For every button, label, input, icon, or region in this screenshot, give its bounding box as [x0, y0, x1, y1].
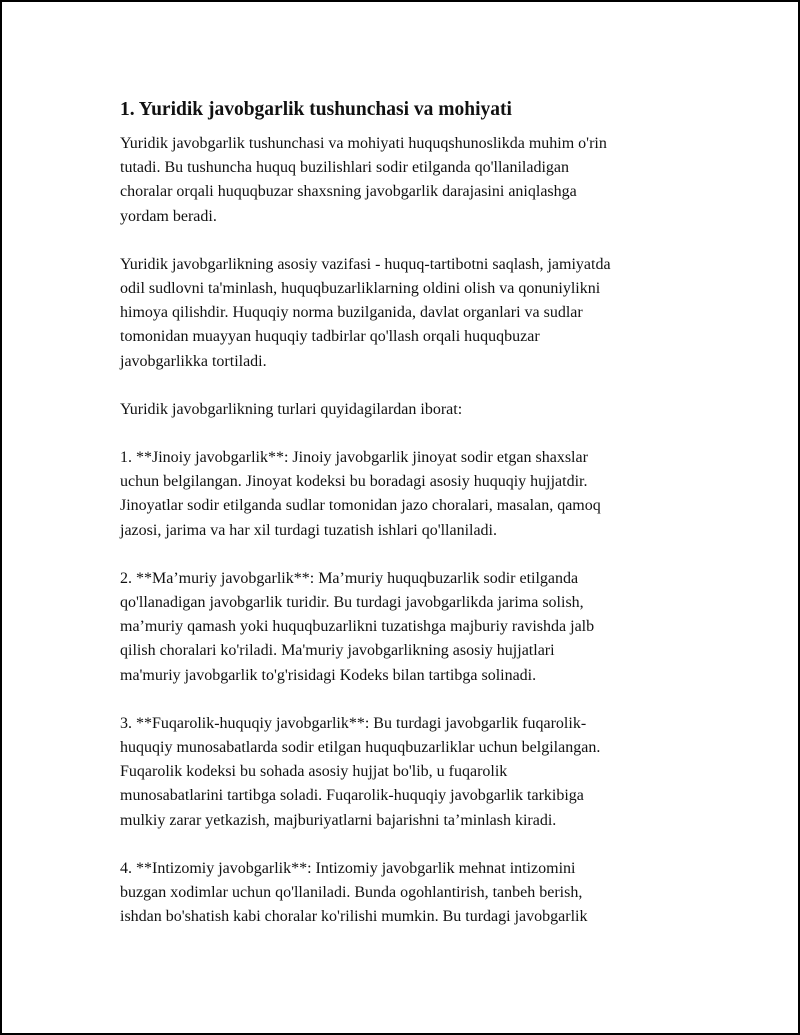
text-line: jazosi, jarima va har xil turdagi tuzatish ishlari qo'llaniladi. — [120, 521, 497, 539]
document-body — [120, 97, 720, 953]
text-line: 4. **Intizomiy javobgarlik**: Intizomiy javobgarlik mehnat intizomini — [120, 859, 576, 877]
text-line: 1. **Jinoiy javobgarlik**: Jinoiy javobgarlik jinoyat sodir etgan shaxslar — [120, 449, 588, 467]
text-line: mulkiy zarar yetkazish, majburiyatlarni bajarishni ta’minlash kiradi. — [120, 811, 557, 829]
text-line: Yuridik javobgarlikning asosiy vazifasi - huquq-tartibotni saqlash, jamiyatda — [120, 255, 611, 273]
text-line: 3. **Fuqarolik-huquqiy javobgarlik**: Bu turdagi javobgarlik fuqarolik- — [120, 714, 587, 732]
text-line: yordam beradi. — [120, 207, 217, 225]
paragraph — [120, 132, 720, 229]
text-line: Jinoyatlar sodir etilganda sudlar tomonidan jazo choralari, masalan, qamoq — [120, 497, 601, 515]
text-line: qo'llanadigan javobgarlik turidir. Bu turdagi javobgarlikda jarima solish, — [120, 594, 584, 612]
text-line: Yuridik javobgarlikning turlari quyidagilardan iborat: — [120, 400, 463, 418]
text-line: javobgarlikka tortiladi. — [120, 352, 267, 370]
text-line: buzgan xodimlar uchun qo'llaniladi. Bunda ogohlantirish, tanbeh berish, — [120, 884, 583, 902]
text-line: ma’muriy qamash yoki huquqbuzarlikni tuzatishga majburiy ravishda jalb — [120, 618, 595, 636]
paragraph — [120, 567, 720, 688]
text-line: ishdan bo'shatish kabi choralar ko'rilishi mumkin. Bu turdagi javobgarlik — [120, 908, 588, 926]
text-line: ma'muriy javobgarlik to'g'risidagi Kodeks bilan tartibga solinadi. — [120, 666, 537, 684]
section-heading: 1. Yuridik javobgarlik tushunchasi va mohiyati — [120, 99, 512, 120]
paragraph — [120, 253, 720, 374]
paragraph — [120, 398, 720, 422]
paragraph — [120, 712, 720, 833]
text-line: choralar orqali huquqbuzar shaxsning javobgarlik darajasini aniqlashga — [120, 183, 577, 201]
text-line: uchun belgilangan. Jinoyat kodeksi bu boradagi asosiy huquqiy hujjatdir. — [120, 473, 588, 491]
text-line: huquqiy munosabatlarda sodir etilgan huquqbuzarliklar uchun belgilangan. — [120, 739, 601, 757]
text-line: munosabatlarini tartibga soladi. Fuqarolik-huquqiy javobgarlik tarkibiga — [120, 787, 584, 805]
text-line: himoya qilishdir. Huquqiy norma buzilganida, davlat organlari va sudlar — [120, 304, 583, 322]
text-line: Fuqarolik kodeksi bu sohada asosiy hujjat bo'lib, u fuqarolik — [120, 763, 508, 781]
text-line: 2. **Ma’muriy javobgarlik**: Ma’muriy huquqbuzarlik sodir etilganda — [120, 569, 579, 587]
paragraph — [120, 446, 720, 543]
text-line: tomonidan muayyan huquqiy tadbirlar qo'llash orqali huquqbuzar — [120, 328, 540, 346]
text-line: odil sudlovni ta'minlash, huquqbuzarliklarning oldini olish va qonuniylikni — [120, 280, 601, 298]
paragraph-list — [120, 132, 720, 929]
text-line: tutadi. Bu tushuncha huquq buzilishlari sodir etilganda qo'llaniladigan — [120, 159, 570, 177]
text-line: qilish choralari ko'riladi. Ma'muriy javobgarlikning asosiy hujjatlari — [120, 642, 555, 660]
paragraph — [120, 857, 720, 930]
text-line: Yuridik javobgarlik tushunchasi va mohiyati huquqshunoslikda muhim o'rin — [120, 135, 607, 152]
